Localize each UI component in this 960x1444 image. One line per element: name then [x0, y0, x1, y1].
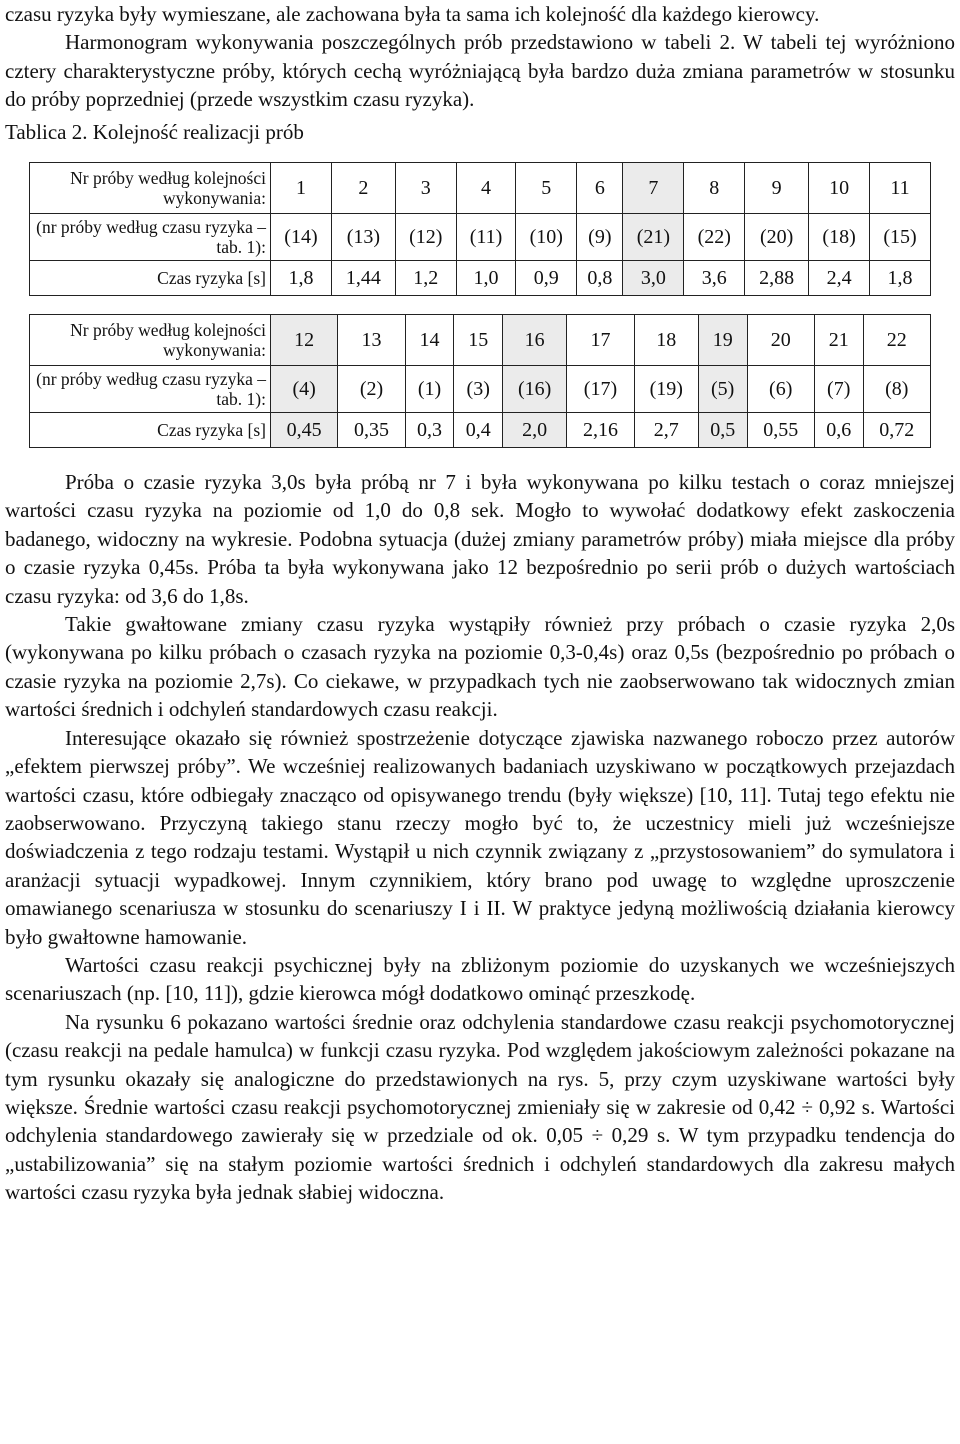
- risk-time-cell: 3,0: [623, 261, 684, 296]
- order-cell: 2: [331, 163, 395, 214]
- risk-index-cell: (2): [338, 366, 405, 413]
- order-cell: 9: [745, 163, 809, 214]
- order-cell: 4: [456, 163, 516, 214]
- risk-time-cell: 0,4: [454, 413, 503, 448]
- risk-index-cell: (22): [684, 214, 745, 261]
- order-cell: 19: [698, 315, 747, 366]
- order-cell: 7: [623, 163, 684, 214]
- intro-continued-text: czasu ryzyka były wymieszane, ale zachowana była ta sama ich kolejność dla każdego kierowcy.: [5, 2, 820, 26]
- risk-index-cell: (10): [516, 214, 577, 261]
- row-label-risk-index: (nr próby według czasu ryzyka – tab. 1):: [30, 214, 271, 261]
- order-cell: 18: [634, 315, 698, 366]
- risk-index-cell: (19): [634, 366, 698, 413]
- document-page: [5, 0, 955, 1207]
- risk-index-cell: (17): [567, 366, 634, 413]
- risk-index-cell: (8): [863, 366, 930, 413]
- risk-index-cell: (6): [747, 366, 814, 413]
- risk-time-cell: 1,44: [331, 261, 395, 296]
- risk-time-cell: 0,6: [814, 413, 863, 448]
- risk-index-cell: (5): [698, 366, 747, 413]
- paragraph-first-trial-effect: Interesujące okazało się również spostrzeżenie dotyczące zjawiska nazwanego roboczo przez autorów „efektem pierwszej próby”. We wcześniej realizowanych badaniach uzyskiwano w początkowych przejazdach wartości czasu, które odbiegały znacząco od opisywanego trendu (były większe) [10, 11]. Tutaj tego efektu nie zaobserwowano. Przyczyną takiego stanu rzeczy mogło być to, że uczestnicy mieli już wcześniejsze doświadczenia z tego rodzaju testami. Wystąpił u nich czynnik związany z „przystosowaniem” do symulatora i aranżacji sytuacji wypadkowej. Innym czynnikiem, który brano pod uwagę to względne uproszczenie omawianego scenariusza w stosunku do scenariuszy I i II. W praktyce jedyną możliwością działania kierowcy było gwałtowne hamowanie.: [5, 725, 955, 949]
- order-cell: 8: [684, 163, 745, 214]
- risk-index-cell: (21): [623, 214, 684, 261]
- order-cell: 22: [863, 315, 930, 366]
- row-label-risk-index: (nr próby według czasu ryzyka – tab. 1):: [30, 366, 271, 413]
- risk-index-cell: (1): [405, 366, 454, 413]
- order-cell: 5: [516, 163, 577, 214]
- risk-time-cell: 1,8: [870, 261, 931, 296]
- order-cell: 20: [747, 315, 814, 366]
- paragraph-figure-6: Na rysunku 6 pokazano wartości średnie oraz odchylenia standardowe czasu reakcji psychomotorycznej (czasu reakcji na pedale hamulca) w funkcji czasu ryzyka. Pod względem jakościowym zależności pokazane na tym rysunku okazały się analogiczne do przedstawionych na rys. 5, przy czym uzyskiwane wartości były większe. Średnie wartości czasu reakcji psychomotorycznej zmieniały się w zakresie od 0,42 ÷ 0,92 s. Wartości odchylenia standardowego zawierały się w przedziale od ok. 0,05 ÷ 0,29 s. W tym przypadku tendencja do „ustabilizowania” się na stałym poziomie wartości średnich i odchyleń standardowych dla zakresu małych wartości czasu ryzyka była jednak słabiej widoczna.: [5, 1009, 955, 1205]
- risk-time-cell: 1,8: [271, 261, 332, 296]
- risk-time-cell: 0,55: [747, 413, 814, 448]
- table-caption: Tablica 2. Kolejność realizacji prób: [5, 119, 304, 144]
- order-cell: 11: [870, 163, 931, 214]
- intro-harmonogram-paragraph: Harmonogram wykonywania poszczególnych prób przedstawiono w tabeli 2. W tabeli tej wyróżniono cztery charakterystyczne próby, których cechą wyróżniającą była bardzo duża zmiana parametrów w stosunku do próby poprzedniej (przede wszystkim czasu ryzyka).: [5, 30, 955, 112]
- risk-index-cell: (18): [809, 214, 870, 261]
- risk-index-cell: (9): [577, 214, 623, 261]
- risk-time-cell: 0,9: [516, 261, 577, 296]
- risk-index-cell: (12): [395, 214, 456, 261]
- risk-time-cell: 2,7: [634, 413, 698, 448]
- order-cell: 3: [395, 163, 456, 214]
- row-label-risk-time: Czas ryzyka [s]: [30, 261, 271, 296]
- order-cell: 10: [809, 163, 870, 214]
- risk-index-cell: (15): [870, 214, 931, 261]
- order-cell: 6: [577, 163, 623, 214]
- risk-time-cell: 1,0: [456, 261, 516, 296]
- paragraph-trial-3s: Próba o czasie ryzyka 3,0s była próbą nr 7 i była wykonywana po kilku testach o coraz mniejszej wartości czasu ryzyka na poziomie od 1,0 do 0,8 sek. Mogło to wywołać dodatkowy efekt zaskoczenia badanego, widoczny na wykresie. Podobna sytuacja (dużej zmiany parametrów próby) miała miejsce dla próby o czasie ryzyka 0,45s. Próba ta była wykonywana jako 12 bezpośrednio po serii prób o dużych wartościach czasu ryzyka: od 3,6 do 1,8s.: [5, 470, 955, 608]
- order-cell: 1: [271, 163, 332, 214]
- order-cell: 17: [567, 315, 634, 366]
- risk-time-cell: 0,5: [698, 413, 747, 448]
- paragraph-psychic-reaction: Wartości czasu reakcji psychicznej były na zbliżonym poziomie do uzyskanych we wcześniejszych scenariuszach (np. [10, 11]), gdzie kierowca mógł dodatkowo ominąć przeszkodę.: [5, 952, 955, 1006]
- risk-time-cell: 2,0: [503, 413, 567, 448]
- risk-time-cell: 0,8: [577, 261, 623, 296]
- risk-time-cell: 0,72: [863, 413, 930, 448]
- risk-index-cell: (14): [271, 214, 332, 261]
- risk-time-cell: 0,45: [271, 413, 338, 448]
- order-cell: 15: [454, 315, 503, 366]
- order-cell: 21: [814, 315, 863, 366]
- risk-time-cell: 2,88: [745, 261, 809, 296]
- risk-time-cell: 2,4: [809, 261, 870, 296]
- order-cell: 14: [405, 315, 454, 366]
- risk-index-cell: (11): [456, 214, 516, 261]
- trial-order-table-1: [29, 162, 931, 296]
- order-cell: 13: [338, 315, 405, 366]
- paragraph-sudden-changes: Takie gwałtowane zmiany czasu ryzyka wystąpiły również przy próbach o czasie ryzyka 2,0s (wykonywana po kilku próbach o czasach ryzyka na poziomie 0,3-0,4s) oraz 0,5s (bezpośrednio po próbach o czasie ryzyka na poziomie 2,7s). Co ciekawe, w przypadkach tych nie zaobserwowano tak widocznych zmian wartości średnich i odchyleń standardowych czasu reakcji.: [5, 612, 955, 722]
- risk-time-cell: 0,3: [405, 413, 454, 448]
- risk-index-cell: (20): [745, 214, 809, 261]
- row-label-risk-time: Czas ryzyka [s]: [30, 413, 271, 448]
- risk-index-cell: (4): [271, 366, 338, 413]
- risk-time-cell: 1,2: [395, 261, 456, 296]
- row-label-order: Nr próby według kolejności wykonywania:: [30, 163, 271, 214]
- risk-index-cell: (16): [503, 366, 567, 413]
- trial-order-table-2: [29, 314, 931, 448]
- risk-time-cell: 3,6: [684, 261, 745, 296]
- row-label-order: Nr próby według kolejności wykonywania:: [30, 315, 271, 366]
- order-cell: 12: [271, 315, 338, 366]
- risk-index-cell: (3): [454, 366, 503, 413]
- order-cell: 16: [503, 315, 567, 366]
- risk-time-cell: 0,35: [338, 413, 405, 448]
- risk-index-cell: (7): [814, 366, 863, 413]
- risk-index-cell: (13): [331, 214, 395, 261]
- risk-time-cell: 2,16: [567, 413, 634, 448]
